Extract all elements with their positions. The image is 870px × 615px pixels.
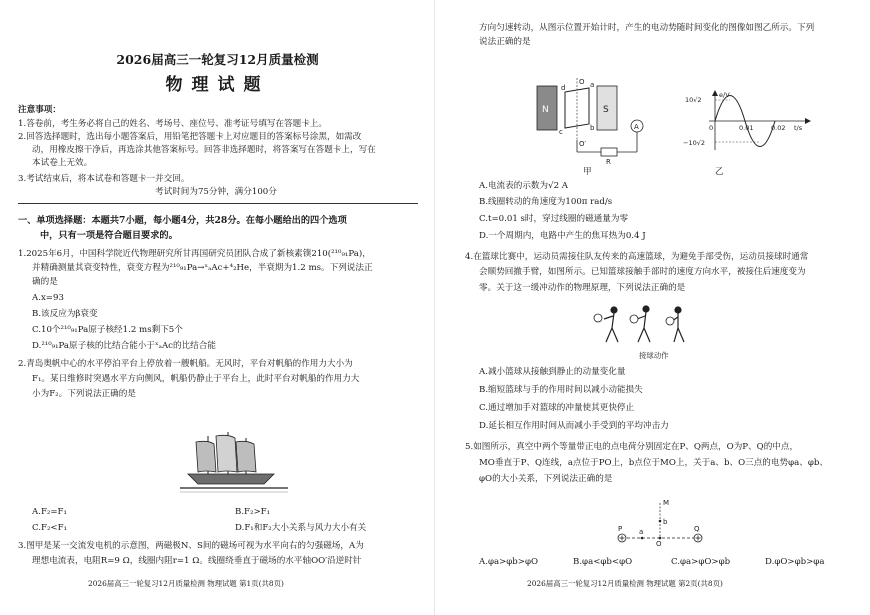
q2-option-d: D.F₁和F₂大小关系与风力大小有关: [235, 523, 367, 533]
section-heading: 一、单项选择题：本题共7小题，每小题4分，共28分。在每小题给出的四个选项: [18, 215, 347, 226]
notice-item-2c: 本试卷上无效。: [32, 158, 93, 168]
q2-option-c: C.F₂<F₁: [32, 523, 68, 533]
figure-label-yi: 乙: [715, 167, 724, 177]
q3-cont-line-2: 说法正确的是: [479, 37, 531, 47]
footer-page-2: 2026届高三一轮复习12月质量检测 物理试题 第2页(共8页): [527, 579, 723, 588]
section-heading-2: 中，只有一项是符合题目要求的。: [40, 230, 178, 241]
q4-option-b: B.缩短篮球与手的作用时间以减小动能损失: [479, 385, 643, 395]
notice-item-2b: 动，用橡皮擦干净后，再选涂其他答案标号。回答非选择题时，将答案写在答题卡上，写在: [32, 145, 376, 155]
q1-option-c: C.10个²¹⁰₉₁Pa原子核经1.2 ms剩下5个: [32, 325, 183, 335]
svg-text:O: O: [579, 78, 585, 86]
svg-text:a: a: [590, 81, 595, 89]
q5-option-d: D.φO>φb>φa: [765, 557, 825, 567]
graph-origin: 0: [709, 124, 714, 132]
q2-line-1: 2.青岛奥帆中心的水平停泊平台上停放着一艘帆船。无风时，平台对帆船的作用力大小为: [18, 359, 353, 369]
graph-tick-1: 0.01: [739, 124, 754, 132]
q1-line-2: 并精确测量其衰变特性，衰变方程为²¹⁰₉₁Pa→ˣₐAc+⁴₂He，半衰期为1.2 ms。下列说法正: [32, 263, 373, 273]
figure-label-jia: 甲: [583, 167, 592, 177]
charge-p-label: P: [618, 525, 623, 533]
exam-title: 2026届高三一轮复习12月质量检测: [116, 52, 319, 67]
exam-time-info: 考试时间为75分钟，满分100分: [155, 187, 277, 197]
q1-option-d: D.²¹⁰₉₁Pa原子核的比结合能小于ˣₐAc的比结合能: [32, 341, 216, 351]
notice-item-1: 1.答卷前，考生务必将自己的姓名、考场号、座位号、准考证号填写在答题卡上。: [18, 119, 327, 129]
q3-option-c: C.t=0.01 s时，穿过线圈的磁通量为零: [479, 214, 629, 224]
emf-time-graph: [683, 90, 833, 154]
svg-text:d: d: [561, 84, 566, 92]
svg-text:c: c: [559, 128, 563, 136]
point-m-label: M: [663, 499, 670, 507]
q1-option-a: A.x=93: [32, 293, 64, 303]
q2-option-a: A.F₂=F₁: [32, 507, 67, 517]
ammeter-label: A: [634, 123, 639, 131]
q4-line-1: 4.在篮球比赛中，运动员需接住队友传来的高速篮球，为避免手部受伤，运动员接球时通常: [465, 252, 809, 262]
q1-line-3: 确的是: [32, 277, 58, 287]
q4-line-3: 零。关于这一缓冲动作的物理原理，下列说法正确的是: [479, 283, 686, 293]
q1-line-1: 1.2025年6月，中国科学院近代物理研究所甘再国研究员团队合成了新核素镤210(²¹⁰₉₁Pa)，: [18, 249, 371, 259]
resistor-label: R: [606, 158, 611, 164]
q5-option-b: B.φa<φb<φO: [573, 557, 633, 567]
exam-page-2: [435, 0, 870, 615]
q4-line-2: 会顺势回撤手臂，如图所示。已知篮球接触手部时的速度方向水平，被接住后速度变为: [479, 267, 806, 277]
point-charges-figure: [610, 497, 710, 547]
pole-n: N: [542, 105, 549, 115]
q5-option-a: A.φa>φb>φO: [479, 557, 539, 567]
separator: [18, 203, 418, 204]
q5-line-2: MO垂直于P、Q连线，a点位于PO上，b点位于MO上，关于a、b、O三点的电势φa、φb、: [479, 458, 828, 468]
subject-title: 物理试题: [165, 75, 270, 95]
q3-option-b: B.线圈转动的角速度为100π rad/s: [479, 197, 613, 207]
notice-heading: 注意事项：: [18, 105, 61, 115]
basketball-catch-figure: [590, 302, 710, 350]
q1-option-b: B.该反应为β衰变: [32, 309, 98, 319]
point-a-label: a: [639, 528, 644, 536]
graph-tick-2: 0.02: [771, 124, 786, 132]
q4-figure-caption: 接球动作: [639, 351, 669, 360]
q4-option-d: D.延长相互作用时间从而减小手受到的平均冲击力: [479, 421, 669, 431]
charge-q-label: Q: [694, 525, 700, 533]
q3-line-1: 3.图甲是某一交流发电机的示意图，两磁极N、S间的磁场可视为水平向右的匀强磁场，A为: [18, 541, 364, 551]
q3-option-d: D.一个周期内，电路中产生的焦耳热为0.4 J: [479, 231, 646, 241]
q3-option-a: A.电流表的示数为√2 A: [479, 181, 568, 191]
q5-line-3: φO的大小关系，下列说法正确的是: [479, 474, 613, 484]
q4-option-c: C.通过增加手对篮球的冲量使其更快停止: [479, 403, 635, 413]
q3-line-2: 理想电流表，电阻R=9 Ω，线圈内阻r=1 Ω。线圈绕垂直于磁场的水平轴OO′沿逆时针: [32, 556, 362, 566]
q3-cont-line-1: 方向匀速转动，从图示位置开始计时，产生的电动势随时间变化的图像如图乙所示。下列: [479, 23, 815, 33]
notice-item-2: 2.回答选择题时，选出每小题答案后，用铅笔把答题卡上对应题目的答案标号涂黑，如需改: [18, 132, 362, 142]
q2-line-2: F₁。某日维修时突遇水平方向侧风，帆船仍静止于平台上，此时平台对帆船的作用力大: [32, 374, 360, 384]
point-o-label: O: [656, 540, 662, 547]
footer-page-1: 2026届高三一轮复习12月质量检测 物理试题 第1页(共8页): [88, 579, 284, 588]
q2-line-3: 小为F₂。下列说法正确的是: [32, 389, 136, 399]
q5-line-1: 5.如图所示，真空中两个等量带正电的点电荷分别固定在P、Q两点，O为P、Q的中点，: [465, 442, 799, 452]
generator-figure: [533, 78, 648, 164]
graph-peak-neg: −10√2: [683, 139, 705, 147]
svg-text:O′: O′: [579, 140, 587, 148]
notice-item-3: 3.考试结束后，将本试卷和答题卡一并交回。: [18, 174, 190, 184]
svg-text:b: b: [590, 124, 595, 132]
pole-s: S: [603, 105, 609, 115]
graph-t-axis: t/s: [794, 124, 803, 132]
q5-option-c: C.φa>φO>φb: [671, 557, 731, 567]
graph-e-axis: e/V: [719, 91, 730, 99]
q2-option-b: B.F₂>F₁: [235, 507, 271, 517]
sailboat-figure: [180, 430, 290, 496]
q4-option-a: A.减小篮球从接触到静止的动量变化量: [479, 367, 626, 377]
point-b-label: b: [663, 518, 668, 526]
graph-peak-pos: 10√2: [685, 96, 702, 104]
